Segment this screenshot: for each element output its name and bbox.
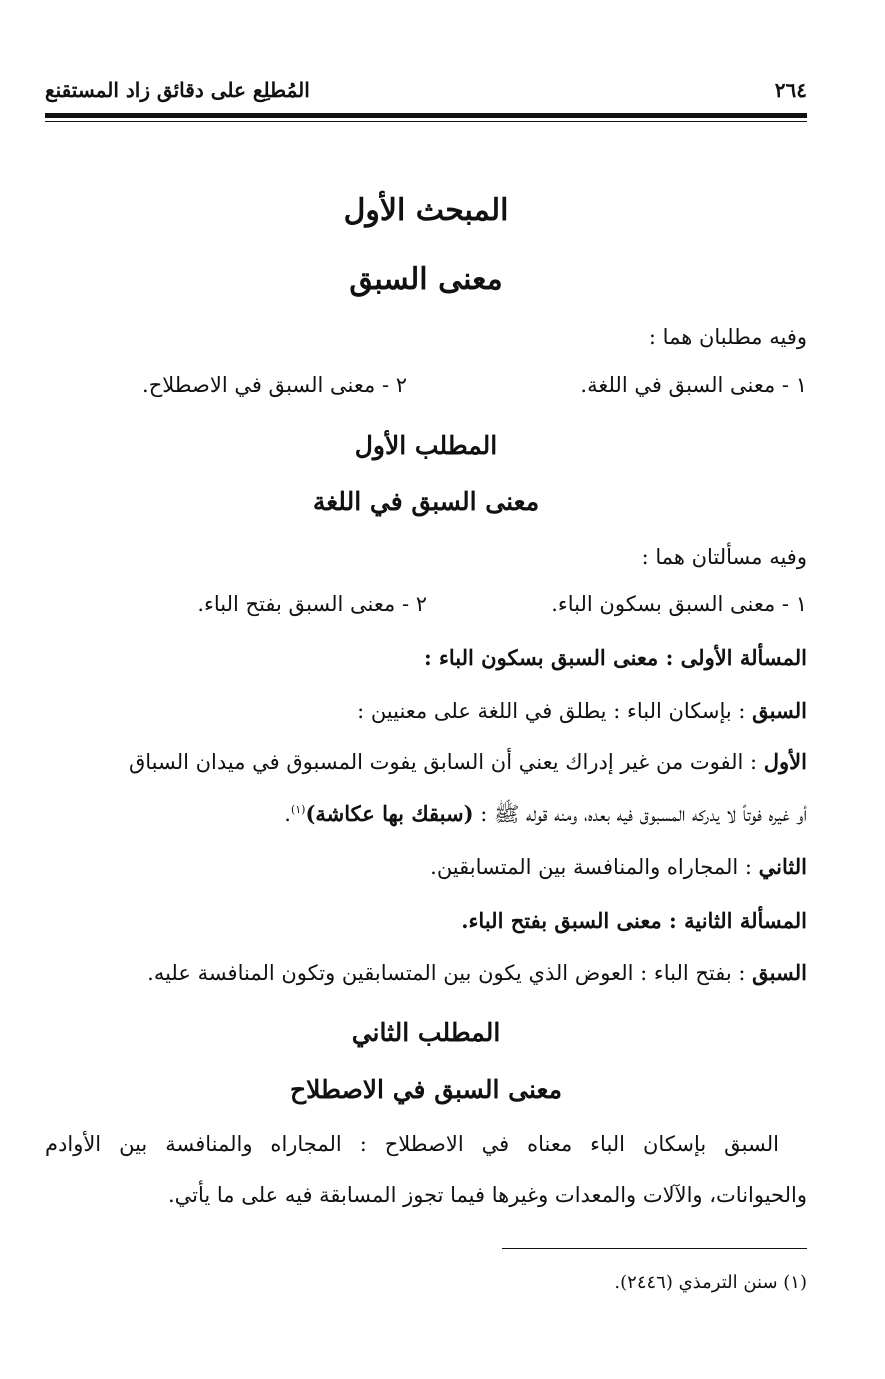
matlab1-item-2: ٢ - معنى السبق بفتح الباء.	[197, 592, 427, 616]
definition-text: : بإسكان الباء : يطلق في اللغة على معنيين :	[357, 699, 746, 723]
matlab2-title: المطلب الثاني	[351, 1018, 501, 1047]
masala1-second-meaning	[45, 854, 807, 879]
masala1-heading: المسألة الأولى : معنى السبق بسكون الباء :	[423, 645, 807, 670]
matlab2-line-2: والحيوانات، والآلات والمعدات وغيرها فيما تجوز المسابقة فيه على ما يأتي.	[167, 1183, 807, 1207]
masala1-first-continuation: أو غيره فوتاً لا يدركه المسبوق فيه بعده، ومنه قوله ﷺ : (سبقك بها عكاشة)$^{(١)}$.	[284, 801, 807, 826]
masala1-definition	[45, 698, 807, 723]
section-title: المبحث الأول	[343, 193, 509, 228]
book-title: المُطلِع على دقائق زاد المستقنع	[45, 78, 310, 102]
header-rule-thin	[45, 121, 807, 122]
definition-text: : بفتح الباء : العوض الذي يكون بين المتسابقين وتكون المنافسة عليه.	[147, 961, 746, 985]
term: الأول	[763, 749, 807, 774]
intro-text: وفيه مطلبان هما :	[648, 325, 807, 349]
intro-item-1: ١ - معنى السبق في اللغة.	[580, 373, 807, 397]
masala2-definition	[45, 960, 807, 985]
meaning-text: : الفوت من غير إدراك يعني أن السابق يفوت المسبوق في ميدان السباق	[128, 750, 758, 774]
matlab1-subtitle: معنى السبق في اللغة	[312, 487, 540, 516]
intro-item-2: ٢ - معنى السبق في الاصطلاح.	[142, 373, 407, 397]
header-rule-thick	[45, 113, 807, 118]
masala1-first-meaning	[45, 749, 807, 774]
term: السبق	[752, 960, 807, 985]
hadith-quote: (سبقك بها عكاشة)	[305, 801, 474, 826]
page-number: ٢٦٤	[774, 78, 807, 102]
running-header	[45, 78, 807, 108]
term: الثاني	[758, 854, 807, 879]
matlab1-title: المطلب الأول	[354, 431, 498, 460]
continuation-text: أو غيره فوتاً لا يدركه المسبوق فيه بعده، ومنه قوله ﷺ :	[480, 802, 807, 826]
section-subtitle: معنى السبق	[349, 262, 503, 297]
footnote-ref: (١)	[290, 803, 306, 816]
matlab1-item-1: ١ - معنى السبق بسكون الباء.	[551, 592, 807, 616]
term: السبق	[752, 698, 807, 723]
matlab2-line-1: السبق بإسكان الباء معناه في الاصطلاح : المجاراه والمنافسة بين الأوادم	[45, 1132, 779, 1156]
footnote: (١) سنن الترمذي (٢٤٤٦).	[614, 1272, 807, 1293]
matlab1-intro: وفيه مسألتان هما :	[641, 545, 807, 569]
meaning-text: : المجاراه والمنافسة بين المتسابقين.	[430, 855, 752, 879]
footnote-rule	[502, 1248, 807, 1249]
masala2-heading: المسألة الثانية : معنى السبق بفتح الباء.	[461, 908, 807, 933]
matlab2-subtitle: معنى السبق في الاصطلاح	[290, 1075, 562, 1104]
